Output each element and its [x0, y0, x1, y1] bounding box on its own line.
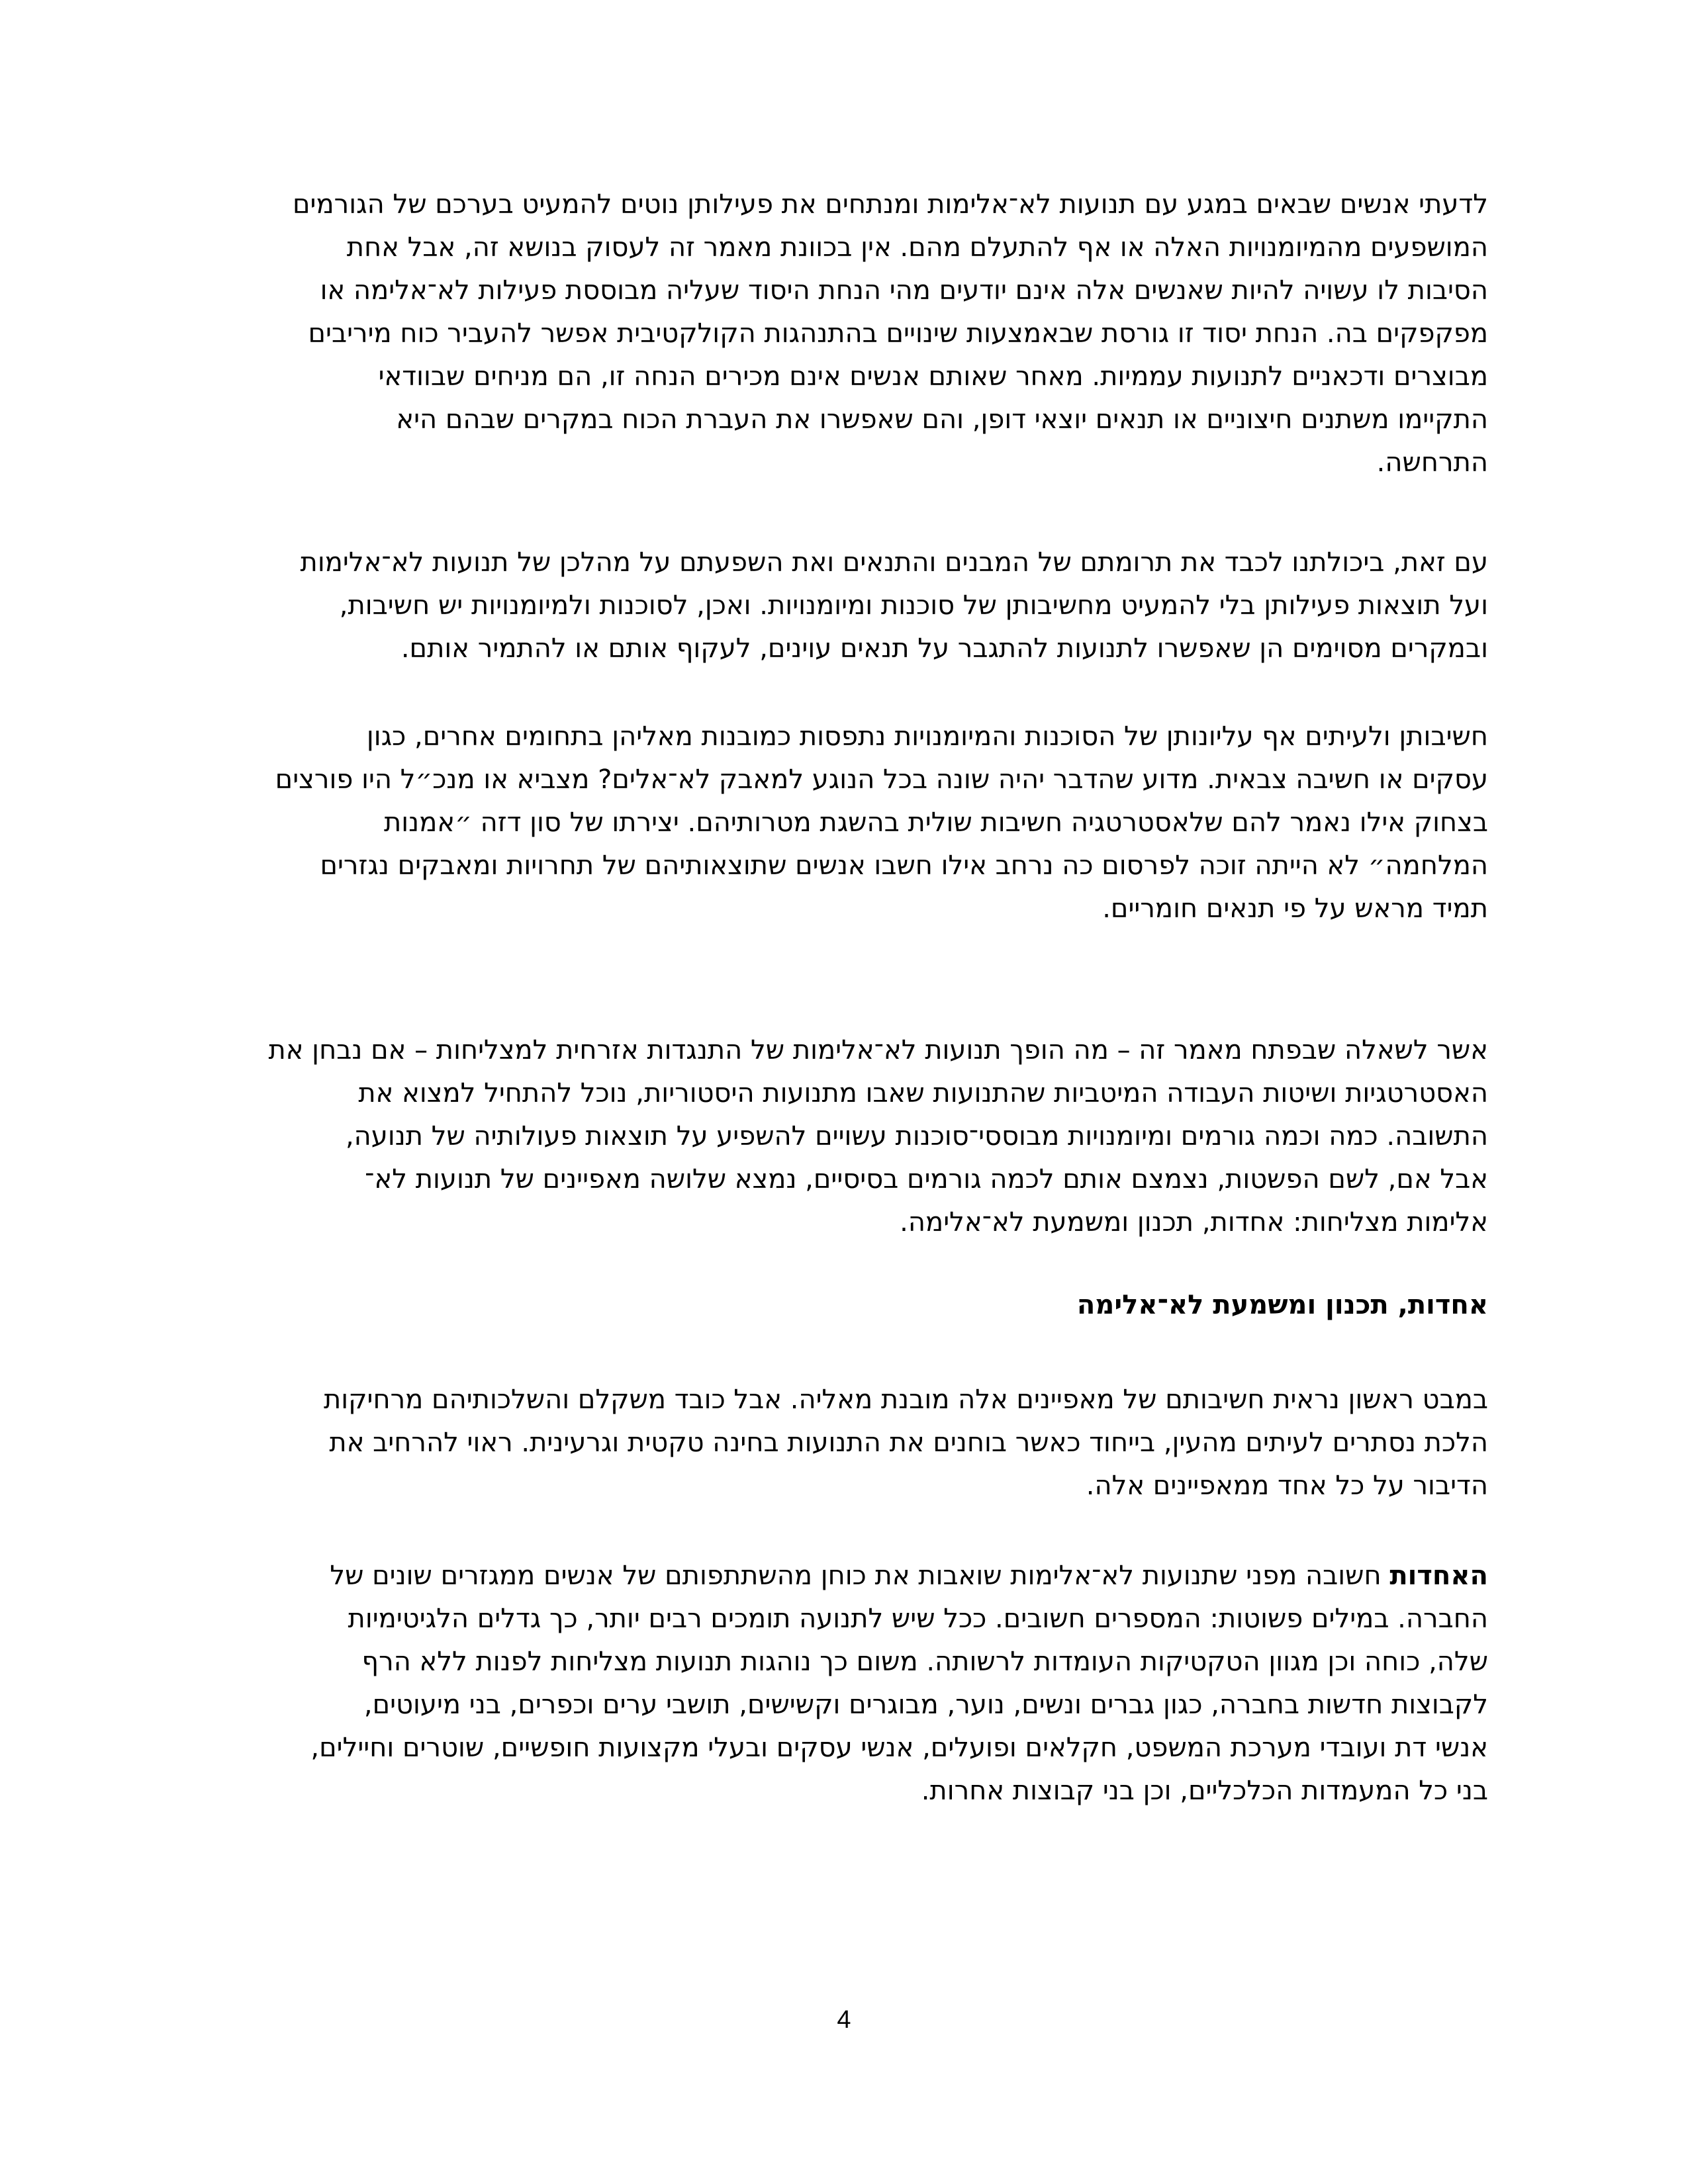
paragraph-line: בצחוק אילו נאמר להם שלאסטרטגיה חשיבות שולית בהשגת מטרותיהם. יצירתו של סון דזה ״אמנות	[383, 807, 1488, 838]
paragraph-line: עסקים או חשיבה צבאית. מדוע שהדבר יהיה שונה בכל הנוגע למאבק לא־אלים? מצביא או מנכ״ל היו פורצים	[275, 764, 1488, 795]
paragraph-first-glance	[199, 1379, 1488, 1508]
paragraph-line: עם זאת, ביכולתנו לכבד את תרומתם של המבנים והתנאים ואת השפעתם על מהלכן של תנועות לא־אלימות	[300, 547, 1488, 578]
paragraph-line	[199, 1555, 1488, 1598]
page-number: 4	[837, 2006, 851, 2034]
paragraph-line: התקיימו משתנים חיצוניים או תנאים יוצאי דופן, והם שאפשרו את העברת הכוח במקרים שבהם היא	[396, 404, 1488, 435]
paragraph-line: שלה, כוחה וכן מגוון הטקטיקות העומדות לרשותה. משום כך נוהגות תנועות מצליחות לפנות ללא הרף	[361, 1647, 1488, 1677]
bold-term-unity: האחדות	[1389, 1561, 1488, 1591]
paragraph-line: החברה. במילים פשוטות: המספרים חשובים. ככל שיש לתנועה תומכים רבים יותר, כך גדלים הלגיטימיות	[348, 1604, 1488, 1634]
paragraph-agency-skills	[199, 183, 1488, 484]
paragraph-line: מבוצרים ודכאניים לתנועות עממיות. מאחר שאותם אנשים אינם מכירים הנחה זו, הם מניחים שבוודאי	[378, 361, 1488, 392]
paragraph-line: התרחשה.	[1376, 447, 1488, 478]
paragraph-structures-conditions	[199, 541, 1488, 670]
paragraph-line: לדעתי אנשים שבאים במגע עם תנועות לא־אלימות ומנתחים את פעילותן נוטים להמעיט בערכם של הגורמים	[293, 189, 1488, 220]
paragraph-line: אשר לשאלה שבפתח מאמר זה – מה הופך תנועות לא־אלימות של התנגדות אזרחית למצליחות – אם נבחן את	[268, 1035, 1488, 1066]
paragraph-line: במבט ראשון נראית חשיבותם של מאפיינים אלה מובנת מאליה. אבל כובד משקלם והשלכותיהם מרחיקות	[323, 1385, 1488, 1415]
paragraph-line: התשובה. כמה וכמה גורמים ומיומנויות מבוססי־סוכנות עשויים להשפיע על תוצאות פעולותיה של תנועה,	[345, 1121, 1488, 1152]
paragraph-line-rest: חשובה מפני שתנועות לא־אלימות שואבות את כוחן מהשתתפותם של אנשים ממגזרים שונים של	[330, 1561, 1390, 1591]
paragraph-line: הדיבור על כל אחד ממאפיינים אלה.	[1086, 1471, 1488, 1501]
paragraph-unity	[199, 1555, 1488, 1813]
section-heading: אחדות, תכנון ומשמעת לא־אלימה	[1076, 1290, 1488, 1320]
paragraph-line: המלחמה״ לא הייתה זוכה לפרסום כה נרחב אילו חשבו אנשים שתוצאותיהם של תחרויות ומאבקים נגזרים	[320, 850, 1488, 881]
paragraph-line: אלימות מצליחות: אחדות, תכנון ומשמעת לא־אלימה.	[900, 1207, 1488, 1238]
paragraph-line: חשיבותן ולעיתים אף עליונותן של הסוכנות והמיומנויות נתפסות כמובנות מאליהן בתחומים אחרים, כגון	[366, 721, 1488, 752]
paragraph-line: ועל תוצאות פעילותן בלי להמעיט מחשיבותן של סוכנות ומיומנויות. ואכן, לסוכנות ולמיומנויות יש חשיבות,	[339, 590, 1488, 621]
paragraph-line: מפקפקים בה. הנחת יסוד זו גורסת שבאמצעות שינויים בהתנהגות הקולקטיבית אפשר להעביר כוח מיריבים	[308, 318, 1488, 349]
paragraph-line: אנשי דת ועובדי מערכת המשפט, חקלאים ופועלים, אנשי עסקים ובעלי מקצועות חופשיים, שוטרים וחיילים,	[310, 1733, 1488, 1763]
paragraph-strategy-importance	[199, 715, 1488, 931]
paragraph-line: אבל אם, לשם הפשטות, נצמצם אותם לכמה גורמים בסיסיים, נמצא שלושה מאפיינים של תנועות לא־	[365, 1164, 1488, 1195]
paragraph-line: הלכת נסתרים לעיתים מהעין, בייחוד כאשר בוחנים את התנועות בחינה טקטית וגרעינית. ראוי להרחיב את	[329, 1428, 1488, 1458]
paragraph-line: הסיבות לו עשויה להיות שאנשים אלה אינם יודעים מהי הנחת היסוד שעליה מבוססת פעילות לא־אלימה או	[320, 275, 1488, 306]
paragraph-line: בני כל המעמדות הכלכליים, וכן בני קבוצות אחרות.	[921, 1776, 1488, 1806]
paragraph-success-factors	[199, 1029, 1488, 1244]
paragraph-line: ובמקרים מסוימים הן שאפשרו לתנועות להתגבר על תנאים עוינים, לעקוף אותם או להתמיר אותם.	[400, 633, 1488, 664]
paragraph-line: המושפעים מהמיומנויות האלה או אף להתעלם מהם. אין בכוונת מאמר זה לעסוק בנושא זה, אבל אחת	[346, 232, 1488, 263]
paragraph-line: האסטרטגיות ושיטות העבודה המיטביות שהתנועות שאבו מתנועות היסטוריות, נוכל להתחיל למצוא את	[358, 1078, 1488, 1109]
paragraph-line: תמיד מראש על פי תנאים חומריים.	[1102, 893, 1488, 924]
paragraph-line: לקבוצות חדשות בחברה, כגון גברים ונשים, נוער, מבוגרים וקשישים, תושבי ערים וכפרים, בני מיעוטים,	[363, 1690, 1488, 1720]
